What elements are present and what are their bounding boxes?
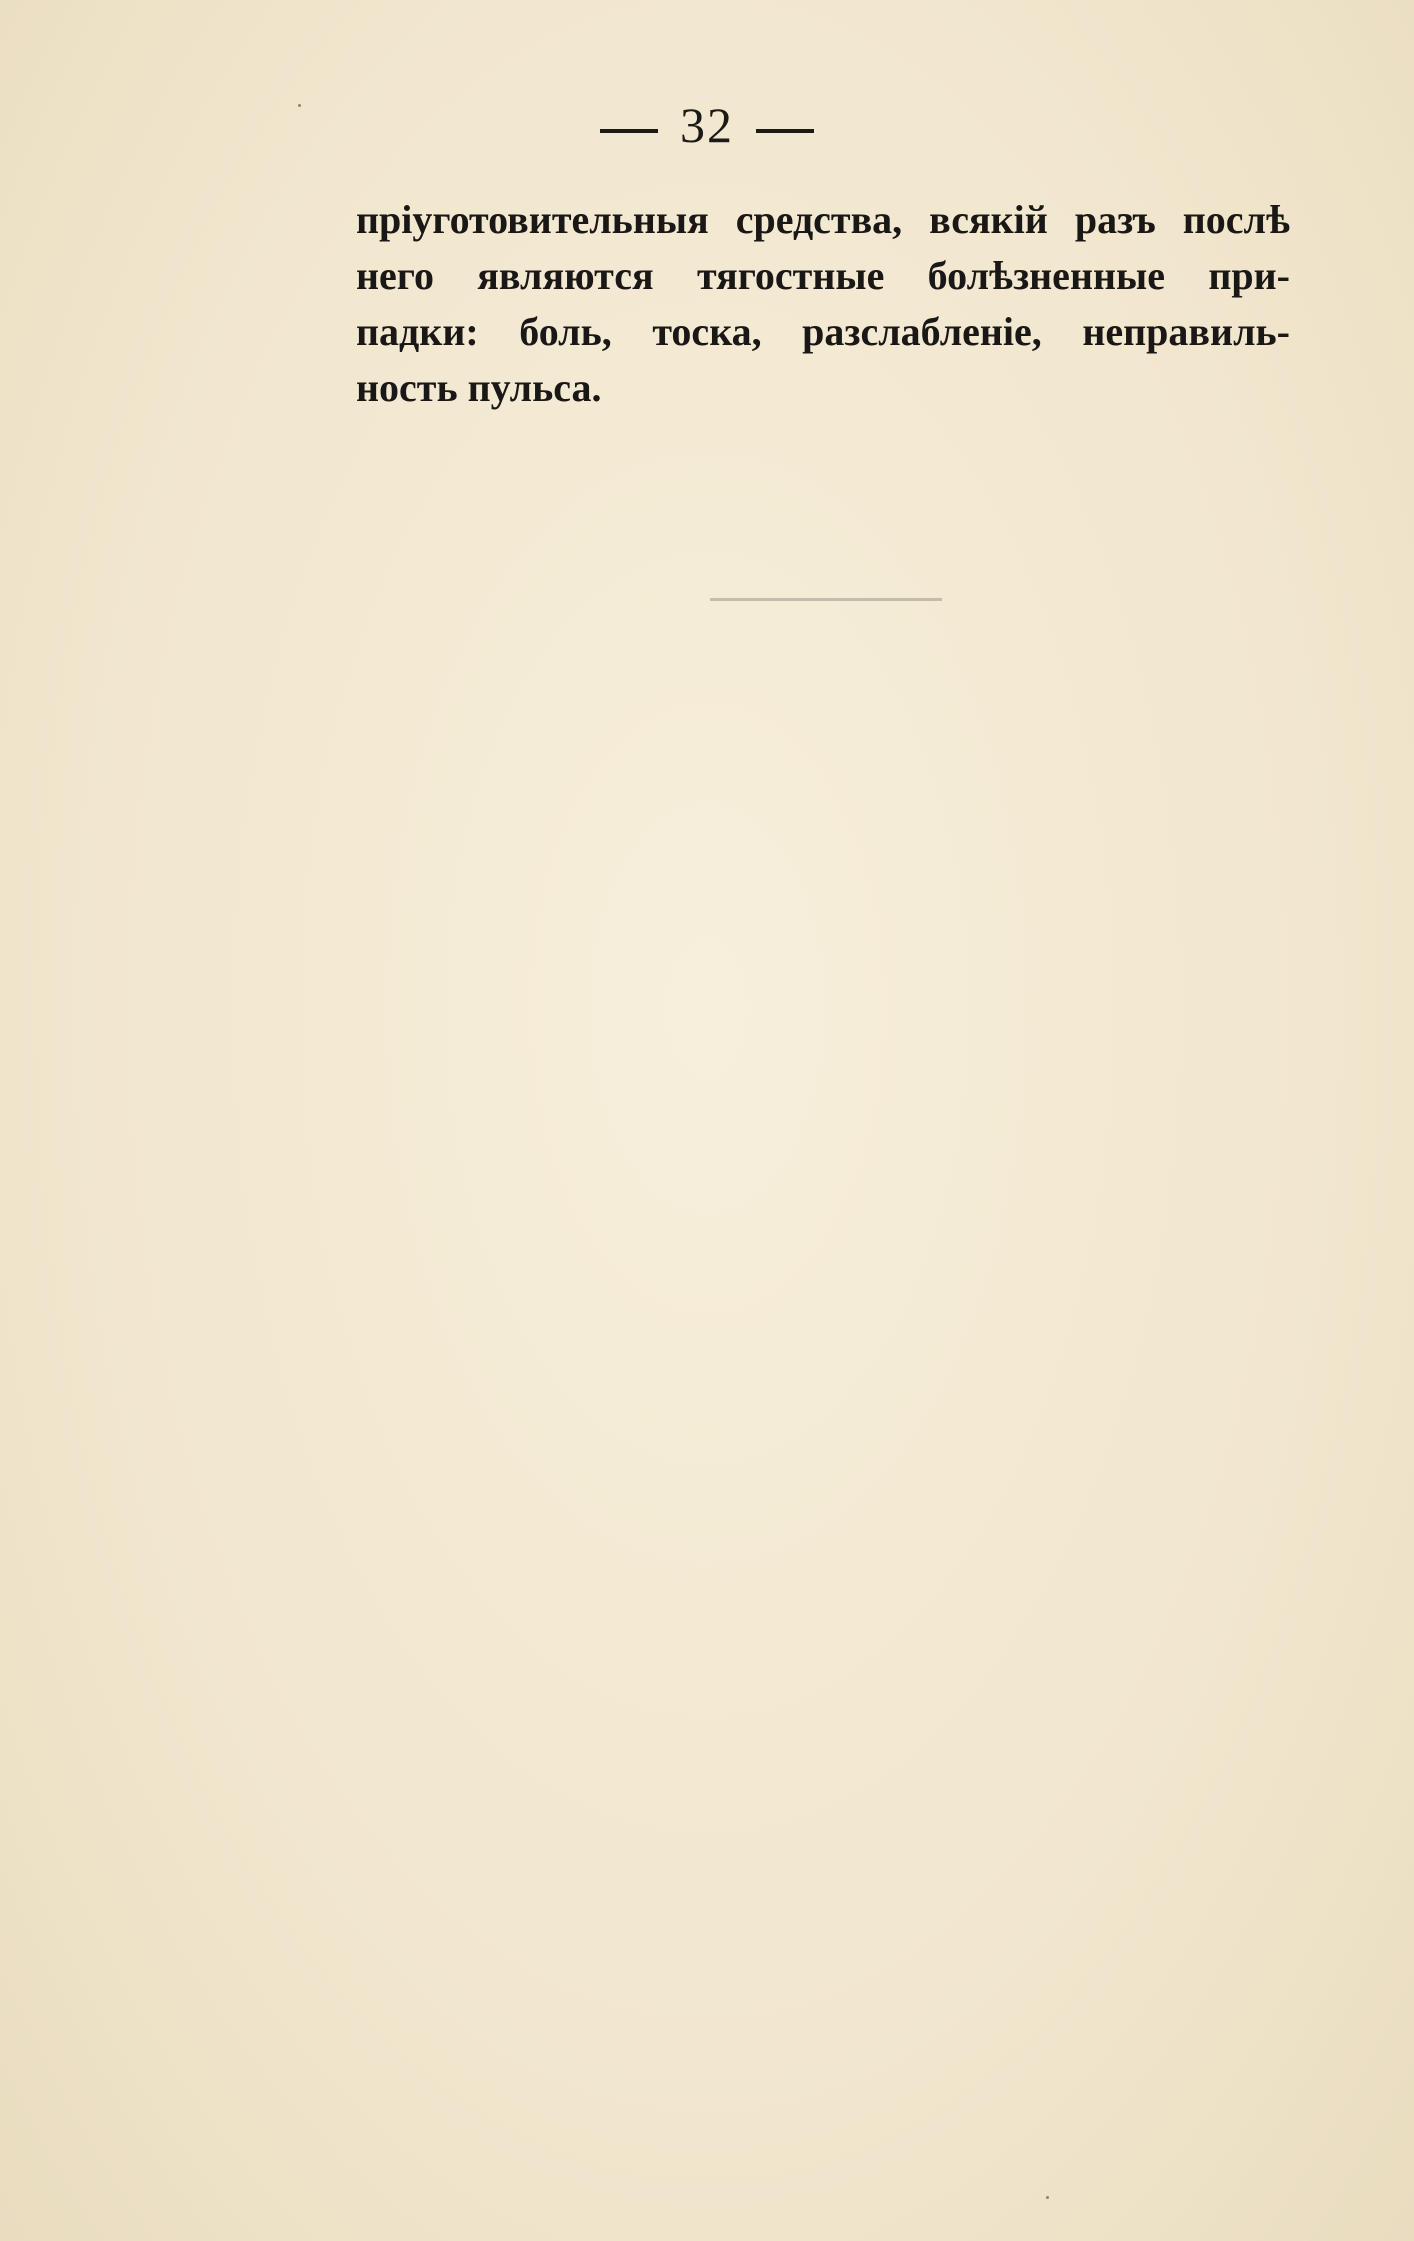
paper-speck bbox=[1046, 2196, 1049, 2199]
page-number-dash-left bbox=[600, 129, 658, 133]
section-divider bbox=[710, 598, 942, 601]
paragraph-line: пріуготовительныя средства, всякій разъ послѣ bbox=[356, 197, 1290, 242]
body-paragraph bbox=[356, 192, 1290, 416]
page-number bbox=[0, 96, 1414, 154]
page-number-dash-right bbox=[756, 129, 814, 133]
paragraph-line: ность пульса. bbox=[356, 365, 602, 410]
paragraph-line: него являются тягостные болѣзненные при- bbox=[356, 253, 1290, 298]
paragraph-line: падки: боль, тоска, разслабленіе, неправиль- bbox=[356, 309, 1290, 354]
page-number-value: 32 bbox=[680, 97, 734, 153]
bleed-through-block-top bbox=[150, 395, 160, 447]
